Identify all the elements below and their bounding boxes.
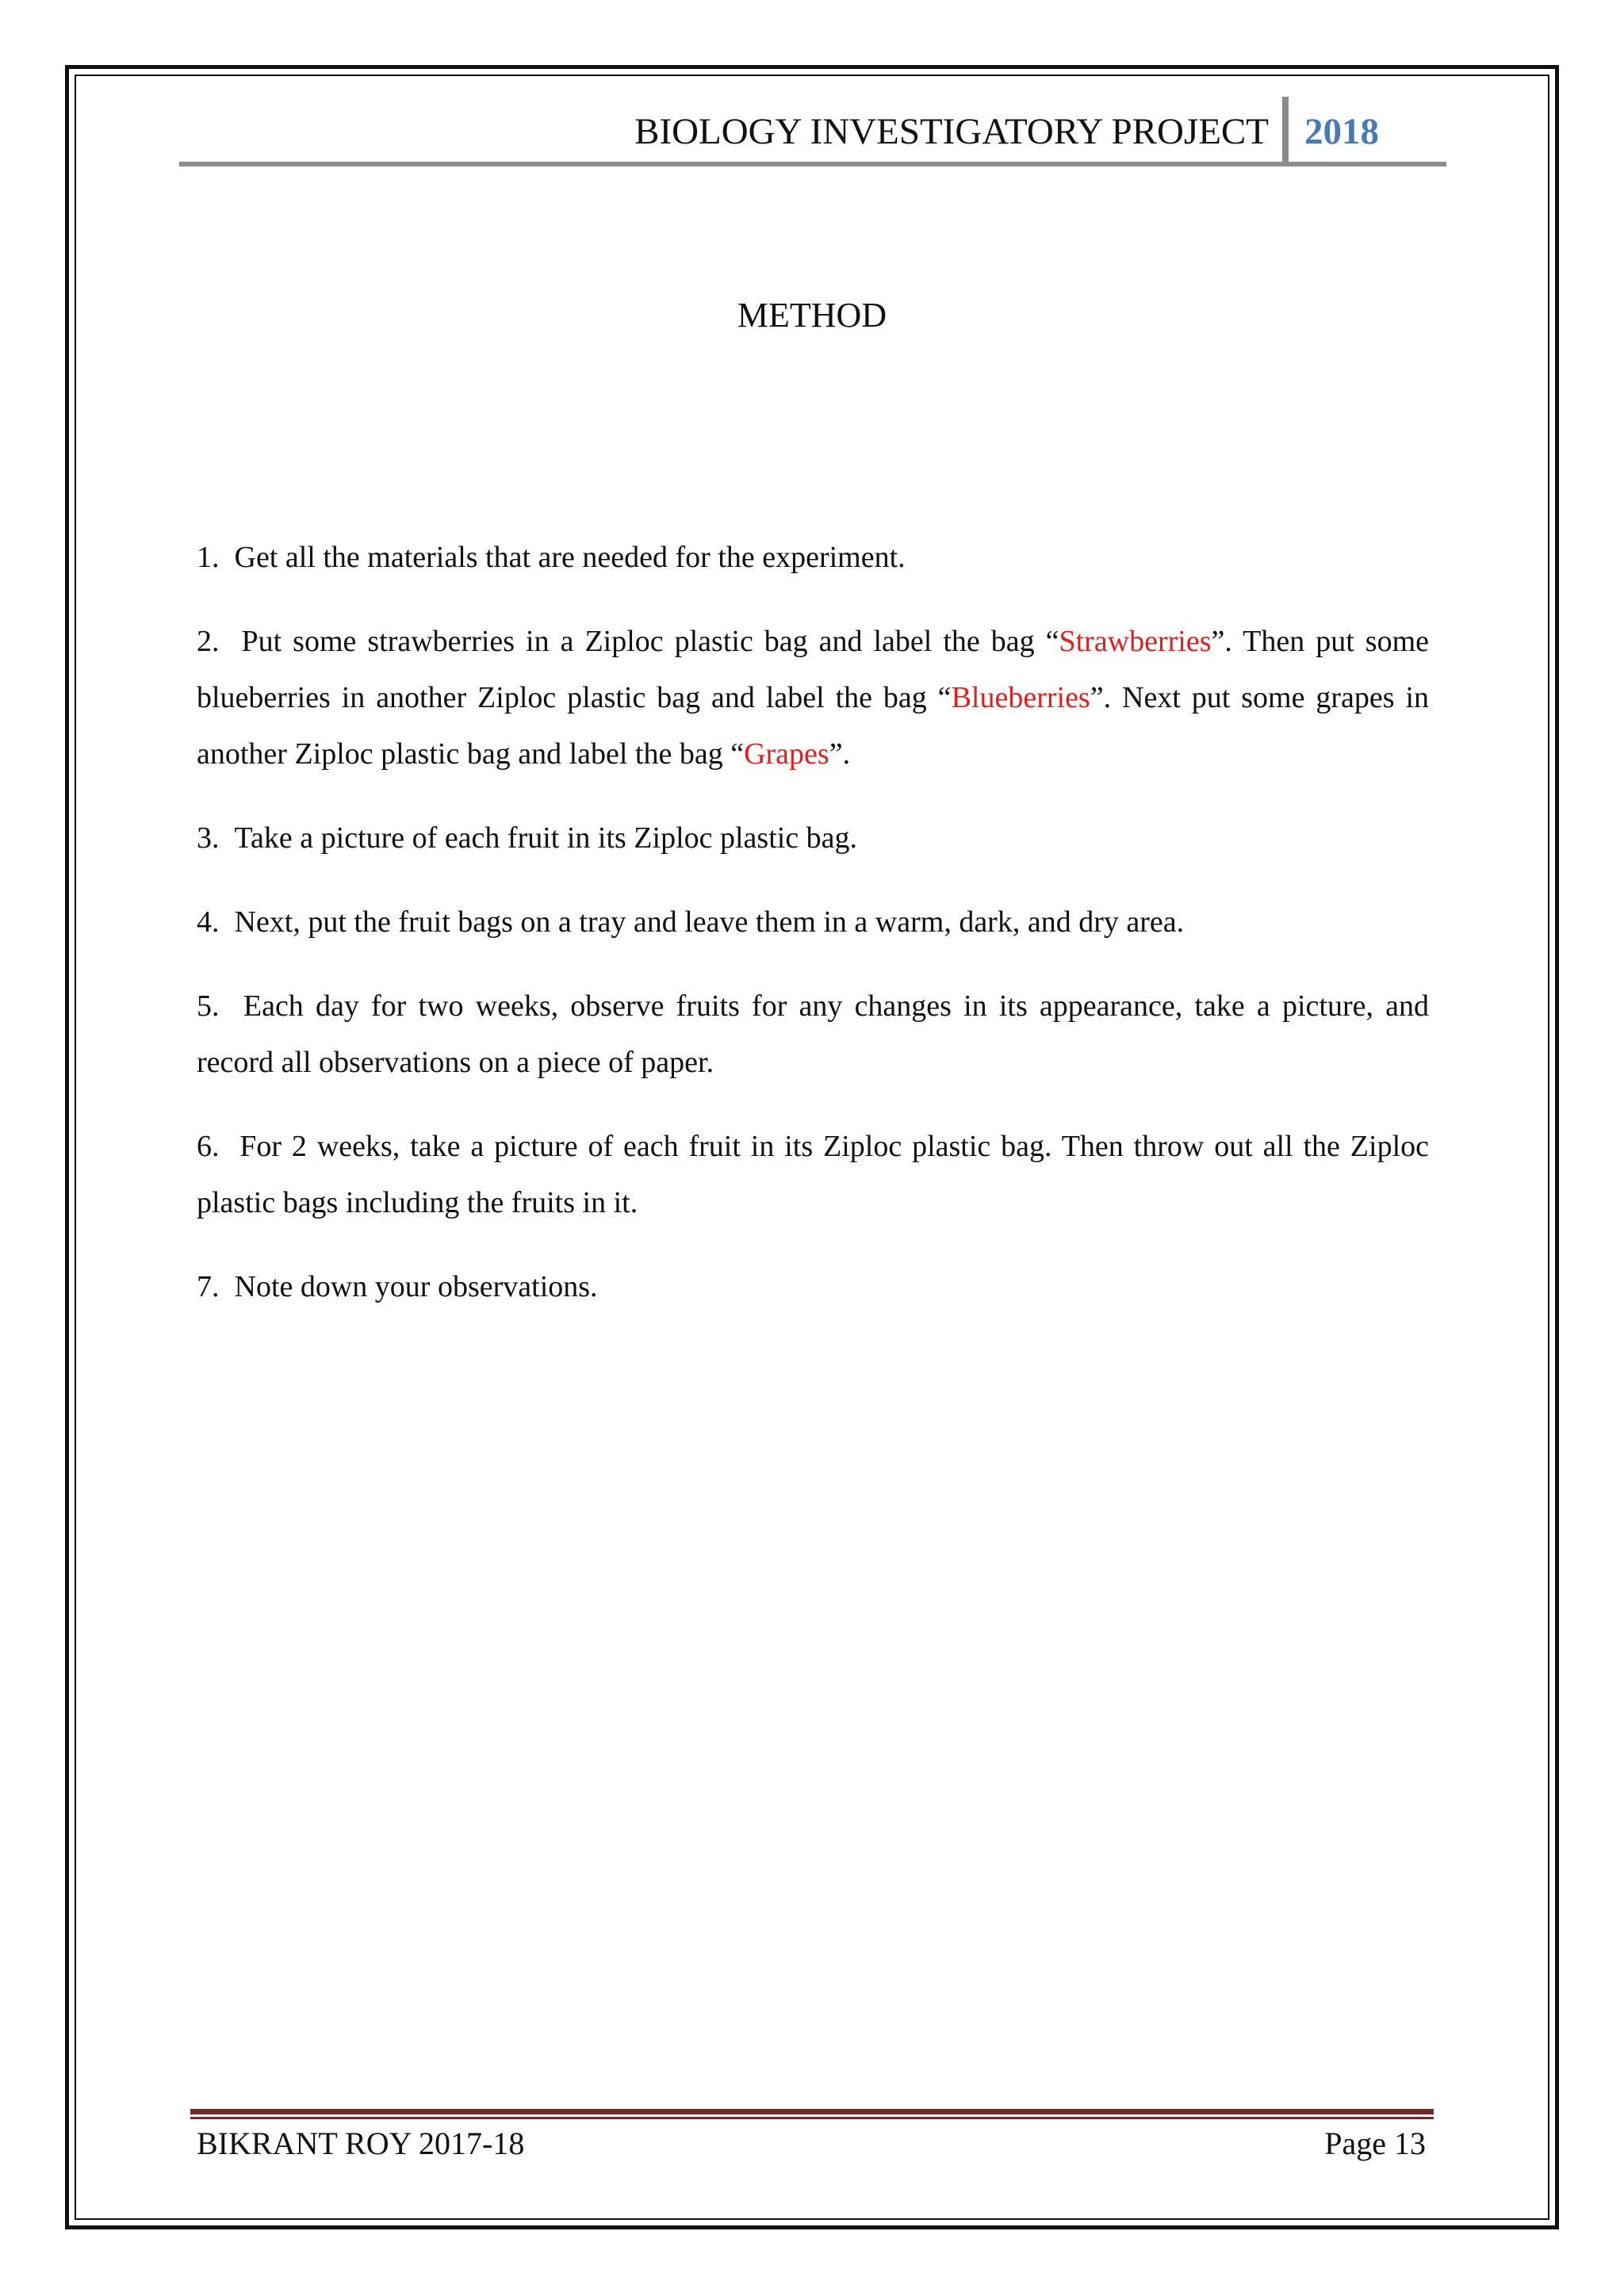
step-number: 7. bbox=[197, 1270, 220, 1303]
label-grapes: Grapes bbox=[744, 737, 829, 771]
label-blueberries: Blueberries bbox=[951, 681, 1090, 714]
step-number: 2. bbox=[197, 625, 220, 658]
step-text: Each day for two weeks, observe fruits for any changes in its appearance, take a picture, and record all observations on a piece of paper. bbox=[197, 989, 1430, 1079]
method-step bbox=[197, 1259, 1429, 1315]
step-text: Take a picture of each fruit in its Ziploc plastic bag. bbox=[234, 821, 858, 855]
method-step bbox=[197, 530, 1429, 586]
step-text: For 2 weeks, take a picture of each fruit in its Ziploc plastic bag. Then throw out all the Ziploc plastic bags including the fruits in it. bbox=[197, 1130, 1429, 1219]
step-number: 1. bbox=[197, 541, 220, 574]
method-step bbox=[197, 1119, 1429, 1231]
step-number: 4. bbox=[197, 905, 220, 939]
step-text: Get all the materials that are needed for the experiment. bbox=[234, 541, 906, 574]
header-separator bbox=[1282, 97, 1289, 165]
step-number: 6. bbox=[197, 1130, 220, 1163]
method-step bbox=[197, 614, 1429, 783]
page-number: Page 13 bbox=[1324, 2126, 1426, 2161]
step-text: ”. Next put some grapes in another Ziploc plastic bag and label the bag “ bbox=[197, 681, 1430, 771]
method-step-list bbox=[197, 530, 1429, 1343]
step-text: Note down your observations. bbox=[234, 1270, 598, 1303]
step-number: 3. bbox=[197, 821, 220, 855]
step-number: 5. bbox=[197, 989, 220, 1023]
footer-rule bbox=[190, 2109, 1434, 2114]
footer-author: BIKRANT ROY 2017-18 bbox=[197, 2126, 525, 2161]
method-step bbox=[197, 894, 1429, 951]
header-year: 2018 bbox=[1304, 111, 1379, 152]
step-text: Put some strawberries in a Ziploc plastic bag and label the bag “ bbox=[241, 625, 1059, 658]
step-text: ”. bbox=[829, 737, 851, 771]
step-text: ”. Then put some blueberries in another Ziploc plastic bag and label the bag “ bbox=[197, 625, 1430, 714]
method-step bbox=[197, 810, 1429, 867]
label-strawberries: Strawberries bbox=[1059, 625, 1212, 658]
header-rule bbox=[179, 162, 1446, 166]
step-text: Next, put the fruit bags on a tray and leave them in a warm, dark, and dry area. bbox=[234, 905, 1185, 939]
header-title: BIOLOGY INVESTIGATORY PROJECT bbox=[634, 111, 1269, 152]
footer-rule-thin bbox=[190, 2117, 1434, 2119]
method-step bbox=[197, 978, 1429, 1091]
section-heading: METHOD bbox=[737, 296, 887, 335]
